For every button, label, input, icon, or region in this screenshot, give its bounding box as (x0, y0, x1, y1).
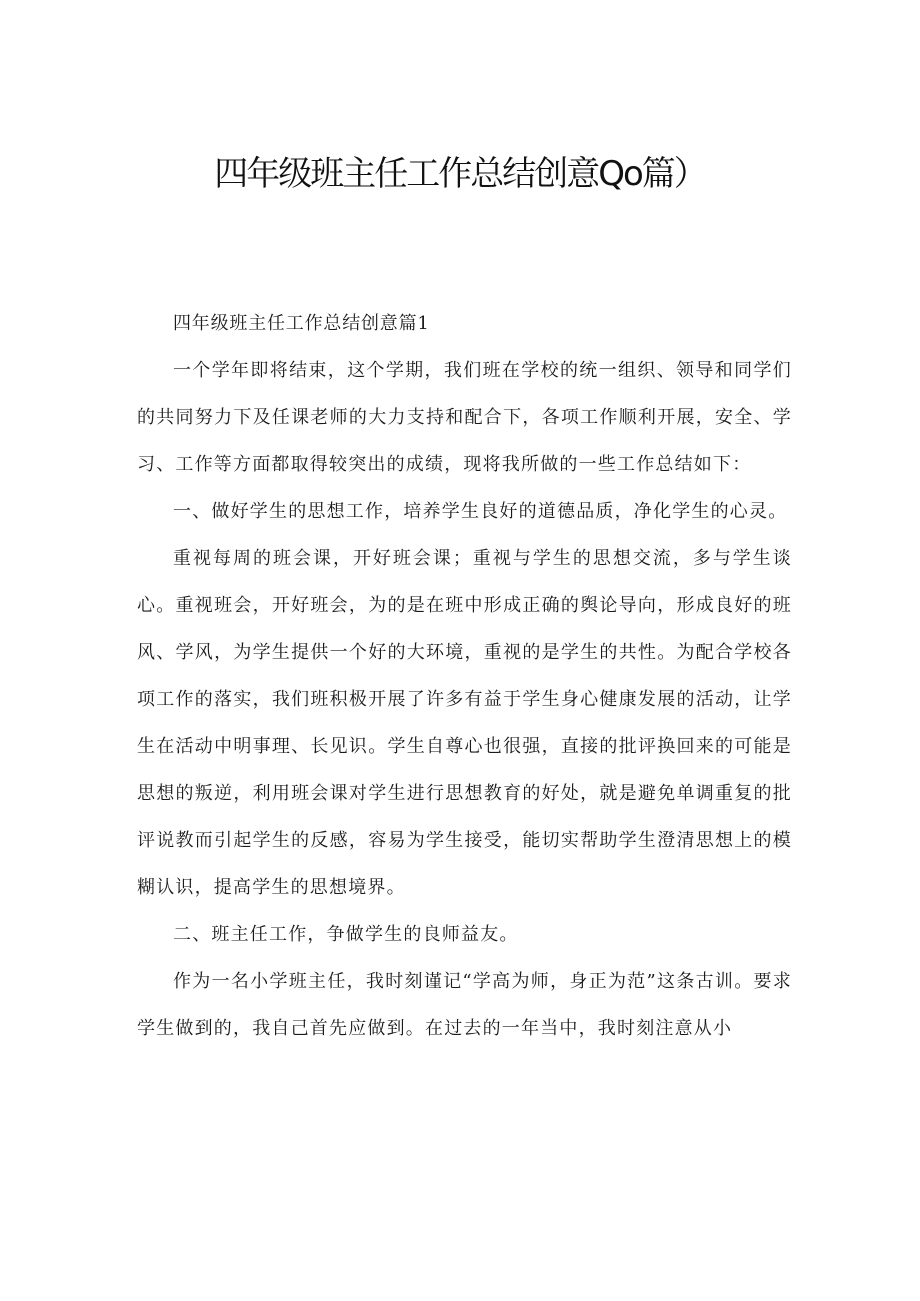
paragraph-class-meeting: 重视每周的班会课，开好班会课；重视与学生的思想交流，多与学生谈心。重视班会，开好班会，为的是在班中形成正确的舆论导向，形成良好的班风、学风，为学生提供一个好的大环境，重视的是学生的共性。为配合学校各项工作的落实，我们班积极开展了许多有益于学生身心健康发展的活动，让学生在活动中明事理、长见识。学生自尊心也很强，直接的批评换回来的可能是思想的叛逆，利用班会课对学生进行思想教育的好处，就是避免单调重复的批评说教而引起学生的反感，容易为学生接受，能切实帮助学生澄清思想上的模糊认识，提高学生的思想境界。 (137, 548, 792, 898)
paragraph-point-one: 一、做好学生的思想工作，培养学生良好的道德品质，净化学生的心灵。 (173, 501, 788, 522)
paragraph-role-model: 作为一名小学班主任，我时刻谨记“学高为师，身正为范”这条古训。要求学生做到的，我自己首先应做到。在过去的一年当中，我时刻注意从小 (137, 971, 792, 1039)
section-heading: 四年级班主任工作总结创意篇1 (173, 313, 430, 334)
paragraph-intro: 一个学年即将结束，这个学期，我们班在学校的统一组织、领导和同学们的共同努力下及任课老师的大力支持和配合下，各项工作顺利开展，安全、学习、工作等方面都取得较突出的成绩，现将我所做的一些工作总结如下： (137, 360, 792, 475)
document-title: 四年级班主任工作总结创意Qo篇） (214, 154, 706, 194)
document-body (137, 300, 792, 1052)
paragraph-point-two: 二、班主任工作，争做学生的良师益友。 (173, 924, 519, 945)
